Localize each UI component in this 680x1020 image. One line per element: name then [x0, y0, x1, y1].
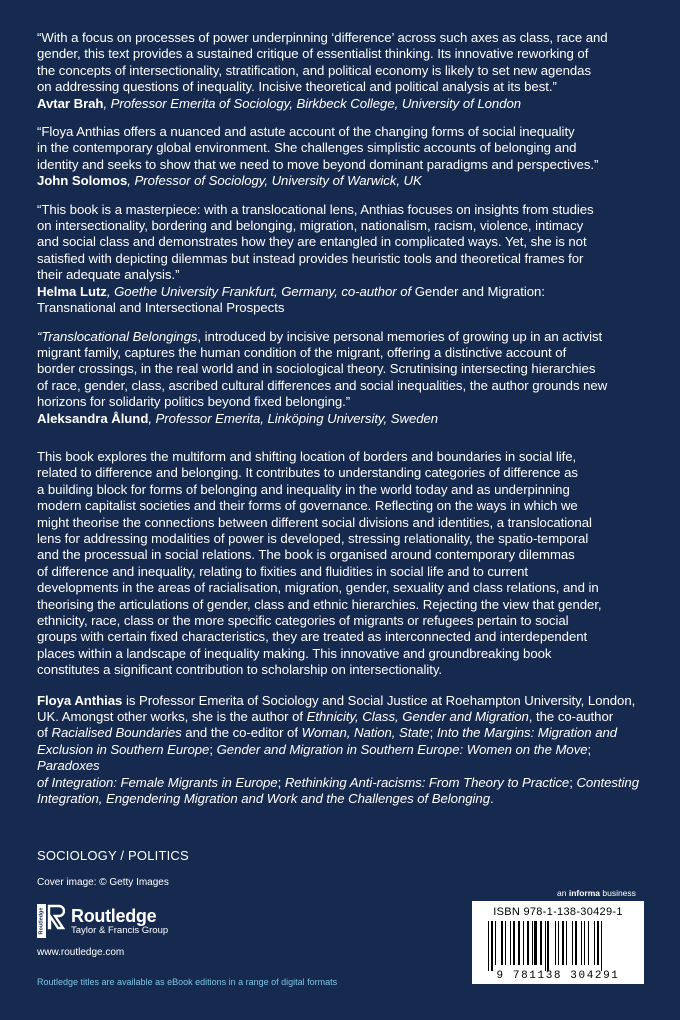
endorsement-solomos — [37, 124, 647, 190]
book-title: Ethnicity, Class, Gender and Migration — [306, 709, 529, 725]
subject-category: SOCIOLOGY / POLITICS — [37, 848, 189, 863]
bio-line — [37, 791, 647, 807]
book-title: Exclusion in Southern Europe — [37, 741, 210, 757]
barcode-bar — [527, 921, 529, 965]
quote-line: border crossings, in the real world and in sociological theory. Scrutinising intersecting hierarchies — [37, 361, 596, 377]
quote-line: their adequate analysis.” — [37, 267, 180, 283]
description-line: theorising the articulations of gender, class and ethnic hierarchies. Rejecting the view that gender, — [37, 596, 602, 612]
book-title: of Integration: Female Migrants in Europe — [37, 774, 278, 790]
bio-text: UK. Amongst other works, she is the author of — [37, 709, 307, 725]
book-description — [37, 449, 647, 679]
barcode-bar — [540, 921, 542, 965]
description-line: lens for addressing modalities of power is developed, stressing relationality, the spatio-temporal — [37, 530, 589, 546]
author-name: Floya Anthias — [37, 692, 123, 708]
publisher-wordmark — [71, 907, 168, 936]
barcode-bar — [581, 921, 582, 965]
barcode-bar — [523, 921, 524, 965]
barcode-bar — [601, 921, 602, 971]
endorser-affiliation: , Professor Emerita of Sociology, Birkbeck College, University of London — [103, 95, 522, 111]
description-line: places within a landscape of inequality making. This innovative and groundbreaking book — [37, 645, 552, 661]
isbn-label: ISBN 978-1-138-30429-1 — [493, 906, 623, 918]
quote-line: “With a focus on processes of power underpinning ‘difference’ across such axes as class, race and — [37, 30, 608, 45]
barcode-bar — [545, 921, 546, 971]
quote-line: on intersectionality, bordering and belonging, migration, nationalism, racism, violence, intimacy — [37, 218, 584, 234]
book-title: “Translocational Belongings — [37, 328, 198, 344]
description-line: groups with certain fixed characteristics, they are treated as interconnected and interdependent — [37, 629, 588, 645]
quote-line: identity and seeks to show that we need to move beyond dominant paradigms and perspectives.” — [37, 156, 599, 172]
bio-text: ; — [277, 774, 285, 790]
bio-text: , the co-author — [528, 709, 614, 725]
bio-text: of — [37, 725, 52, 741]
barcode-bar — [518, 921, 520, 965]
endorser-name: John Solomos — [37, 173, 128, 189]
bio-text: is Professor Emerita of Sociology and Social Justice at Roehampton University, London, — [122, 692, 636, 708]
barcode-bar — [572, 921, 573, 965]
quote-line: “This book is a masterpiece: with a translocational lens, Anthias focuses on insights from studies — [37, 201, 594, 217]
endorsement-attribution — [37, 284, 647, 300]
bio-text: . — [489, 791, 494, 807]
bio-line — [37, 693, 647, 709]
barcode-bar — [584, 921, 585, 965]
bio-text: ; — [569, 774, 577, 790]
endorsement-attribution — [37, 96, 647, 112]
ebook-note: Routledge titles are available as eBook editions in a range of digital formats — [37, 977, 338, 987]
endorsement-attribution — [37, 173, 647, 189]
quote-line: “Floya Anthias offers a nuanced and astute account of the changing forms of social inequality — [37, 124, 575, 140]
quote-line: of race, gender, class, ascribed cultural differences and social inequalities, the author grounds new — [37, 377, 608, 393]
description-line: a building block for forms of belonging and inequality in the world today and as underpinning — [37, 481, 570, 497]
endorsement-lutz — [37, 202, 647, 317]
endorsement-attribution — [37, 411, 647, 427]
quote-line: and social class and demonstrates how they are entangled in complicated ways. Yet, she is not — [37, 234, 587, 250]
barcode-bar — [575, 921, 577, 965]
barcode-bar — [513, 921, 516, 965]
book-title: Rethinking Anti-racisms: From Theory to Practice — [284, 774, 570, 790]
barcode-bar — [491, 921, 493, 971]
description-line: of difference and inequality, relating to fixities and fluidities in social life and to current — [37, 563, 529, 579]
bio-text: and the co-editor of — [181, 725, 302, 741]
informa-tagline — [557, 888, 636, 898]
back-cover-text — [37, 30, 647, 821]
barcode-bar — [588, 921, 589, 965]
barcode-bar — [534, 921, 537, 965]
barcode-bar — [547, 921, 549, 971]
publisher-logo — [37, 904, 168, 938]
publisher-name: Routledge — [71, 905, 157, 926]
barcode-bar — [566, 921, 567, 965]
quote-line: the concepts of intersectionality, stratification, and political economy is likely to set new agendas — [37, 62, 592, 78]
barcode-bar — [555, 921, 556, 965]
endorser-affiliation: , Goethe University Frankfurt, Germany, co-author of — [106, 283, 415, 299]
book-title: Gender and Migration: — [414, 283, 545, 299]
quote-line: in the contemporary global environment. She challenges simplistic accounts of belonging and — [37, 140, 577, 156]
logo-vertical-text: Routledge — [38, 907, 45, 935]
author-bio — [37, 693, 647, 808]
publisher-group: Taylor & Francis Group — [71, 924, 169, 936]
isbn-barcode — [472, 901, 644, 984]
publisher-url[interactable]: www.routledge.com — [37, 947, 125, 958]
book-title: Paradoxes — [37, 758, 100, 774]
quote-line-rest: , introduced by incisive personal memories of growing up in an activist — [197, 328, 603, 344]
endorser-name: Helma Lutz — [37, 283, 107, 299]
informa-brand: informa — [568, 888, 600, 898]
book-title: Racialised Boundaries — [51, 725, 182, 741]
endorser-name: Aleksandra Ålund — [37, 410, 149, 426]
quote-line: satisfied with depicting dilemmas but instead provides heuristic tools and theoretical frames for — [37, 250, 584, 266]
barcode-bar — [597, 921, 599, 965]
book-title: Gender and Migration in Southern Europe: Women on the Move — [216, 741, 588, 757]
informa-prefix: an — [557, 888, 569, 898]
description-line: and the processual in social relations. The book is organised around contemporary dilemmas — [37, 547, 575, 563]
description-line: related to difference and belonging. It contributes to understanding categories of difference as — [37, 465, 578, 481]
cover-image-credit: Cover image: © Getty Images — [37, 877, 169, 888]
description-line: developments in the areas of racialisation, migration, gender, sexuality and class relations, and in — [37, 580, 599, 596]
book-title: Woman, Nation, State — [301, 725, 430, 741]
quote-line — [37, 329, 647, 345]
description-line: modern capitalist societies and their forms of governance. Reflecting on the ways in which we — [37, 498, 578, 514]
barcode-digits: 9 781138 304291 — [496, 970, 620, 982]
book-title: Contesting — [576, 774, 639, 790]
barcode-bar — [532, 921, 533, 965]
quote-line: gender, this text provides a sustained critique of essentialist thinking. Its innovative reworking of — [37, 46, 589, 62]
barcode-bars — [488, 921, 634, 969]
barcode-bar — [562, 921, 564, 965]
quote-line: on addressing questions of inequality. Incisive theoretical and political analysis at its best.” — [37, 79, 557, 95]
bio-text: ; — [429, 725, 437, 741]
routledge-logo-icon — [37, 904, 65, 938]
endorser-affiliation: , Professor Emerita, Linköping University, Sweden — [148, 410, 439, 426]
endorser-name: Avtar Brah — [37, 95, 104, 111]
endorsement-brah — [37, 30, 647, 112]
description-line: This book explores the multiform and shifting location of borders and boundaries in social life, — [37, 448, 577, 464]
bio-line — [37, 709, 647, 725]
barcode-bar — [558, 921, 560, 965]
barcode-bar — [495, 921, 496, 965]
barcode-bar — [505, 921, 506, 965]
bio-line — [37, 775, 647, 791]
barcode-bar — [510, 921, 511, 965]
quote-line: horizons for solidarity politics beyond fixed belonging.” — [37, 394, 351, 410]
bio-text: ; — [587, 741, 592, 757]
description-line: constitutes a significant contribution to scholarship on intersectionality. — [37, 662, 443, 678]
book-title: Integration, Engendering Migration and Work and the Challenges of Belonging — [37, 791, 490, 807]
endorsement-alund — [37, 329, 647, 427]
barcode-bar — [501, 921, 503, 965]
informa-suffix: business — [600, 888, 636, 898]
book-title: Into the Margins: Migration and — [436, 725, 618, 741]
barcode-bar — [488, 921, 489, 971]
quote-line: migrant family, captures the human condition of the migrant, offering a distinctive account of — [37, 344, 567, 360]
description-line: might theorise the connections between different social divisions and identities, a translocational — [37, 514, 592, 530]
book-title-cont: Transnational and Intersectional Prospects — [37, 300, 285, 316]
barcode-bar — [594, 921, 595, 965]
bio-text: ; — [209, 741, 217, 757]
endorser-affiliation: , Professor of Sociology, University of Warwick, UK — [127, 173, 422, 189]
description-line: ethnicity, race, class or the more specific categories of migrants or refugees pertain to social — [37, 613, 569, 628]
bio-line — [37, 742, 647, 775]
bio-line — [37, 725, 647, 741]
